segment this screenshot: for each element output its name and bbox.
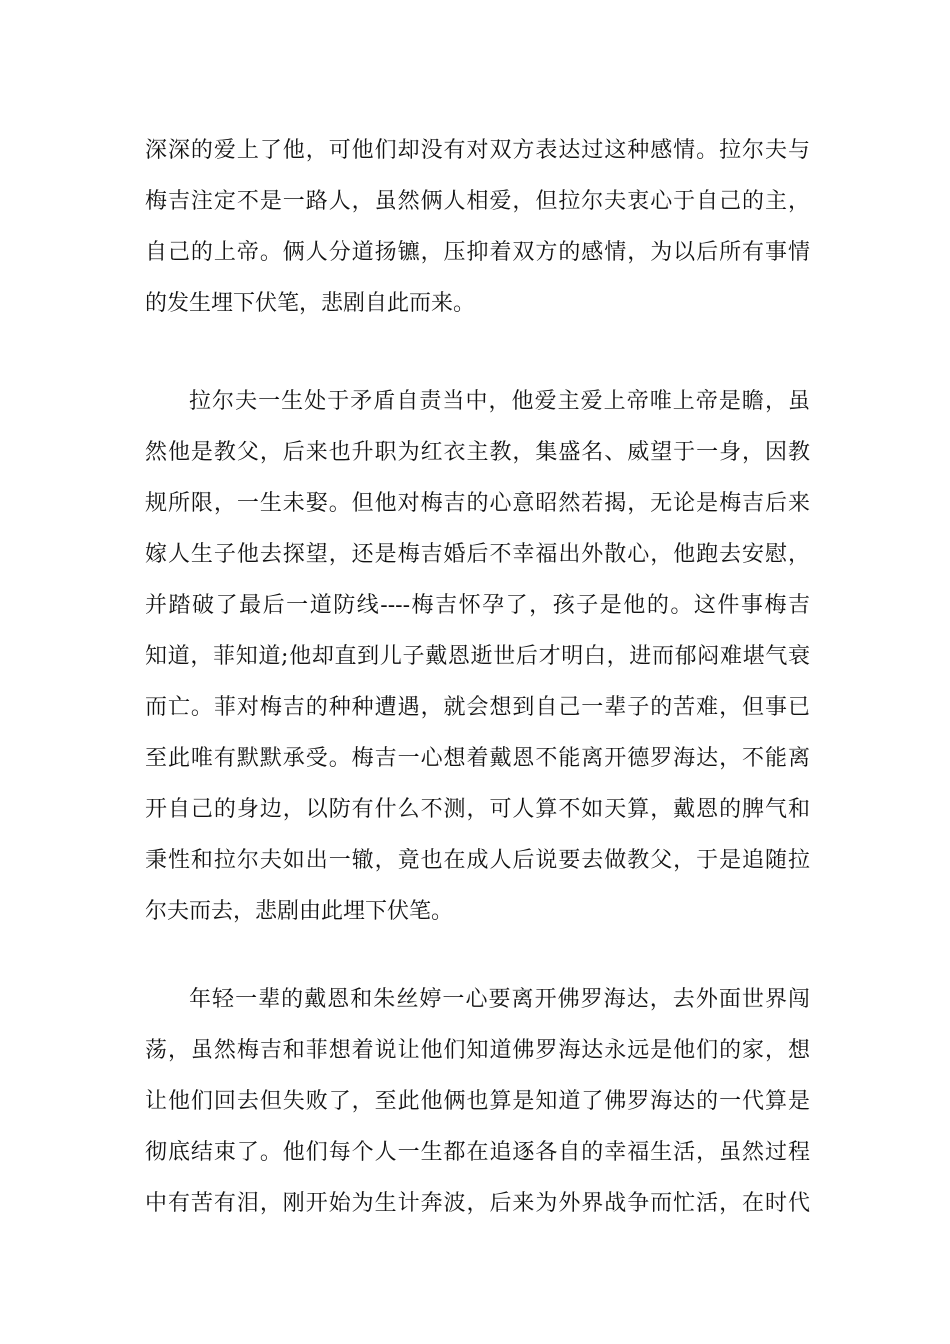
paragraph-line: 知道，菲知道;他却直到儿子戴恩逝世后才明白，进而郁闷难堪气衰 [145, 644, 810, 669]
paragraph-line: 年轻一辈的戴恩和朱丝婷一心要离开佛罗海达，去外面世界闯 [189, 987, 810, 1012]
paragraph-line: 自己的上帝。俩人分道扬镳，压抑着双方的感情，为以后所有事情 [145, 240, 810, 265]
paragraph-line: 开自己的身边，以防有什么不测，可人算不如天算，戴恩的脾气和 [145, 797, 810, 822]
paragraph-line: 并踏破了最后一道防线----梅吉怀孕了，孩子是他的。这件事梅吉 [145, 593, 810, 618]
paragraph-line: 拉尔夫一生处于矛盾自责当中，他爱主爱上帝唯上帝是瞻，虽 [189, 389, 810, 414]
paragraph-line: 而亡。菲对梅吉的种种遭遇，就会想到自己一辈子的苦难，但事已 [145, 695, 810, 720]
paragraph-line: 中有苦有泪，刚开始为生计奔波，后来为外界战争而忙活，在时代 [145, 1191, 810, 1216]
paragraph-line: 的发生埋下伏笔，悲剧自此而来。 [145, 291, 476, 316]
paragraph-line: 规所限，一生未娶。但他对梅吉的心意昭然若揭，无论是梅吉后来 [145, 491, 810, 516]
paragraph-line: 嫁人生子他去探望，还是梅吉婚后不幸福出外散心，他跑去安慰， [145, 542, 810, 567]
paragraph-line: 尔夫而去，悲剧由此埋下伏笔。 [145, 899, 454, 924]
paragraph-line: 至此唯有默默承受。梅吉一心想着戴恩不能离开德罗海达，不能离 [145, 746, 810, 771]
paragraph-line: 彻底结束了。他们每个人一生都在追逐各自的幸福生活，虽然过程 [145, 1140, 810, 1165]
paragraph-line: 梅吉注定不是一路人，虽然俩人相爱，但拉尔夫衷心于自己的主， [145, 189, 810, 214]
paragraph-line: 然他是教父，后来也升职为红衣主教，集盛名、威望于一身，因教 [145, 440, 810, 465]
paragraph-line: 深深的爱上了他，可他们却没有对双方表达过这种感情。拉尔夫与 [145, 138, 810, 163]
paragraph-line: 荡，虽然梅吉和菲想着说让他们知道佛罗海达永远是他们的家，想 [145, 1038, 810, 1063]
paragraph-line: 让他们回去但失败了，至此他俩也算是知道了佛罗海达的一代算是 [145, 1089, 810, 1114]
paragraph-line: 秉性和拉尔夫如出一辙，竟也在成人后说要去做教父，于是追随拉 [145, 848, 810, 873]
